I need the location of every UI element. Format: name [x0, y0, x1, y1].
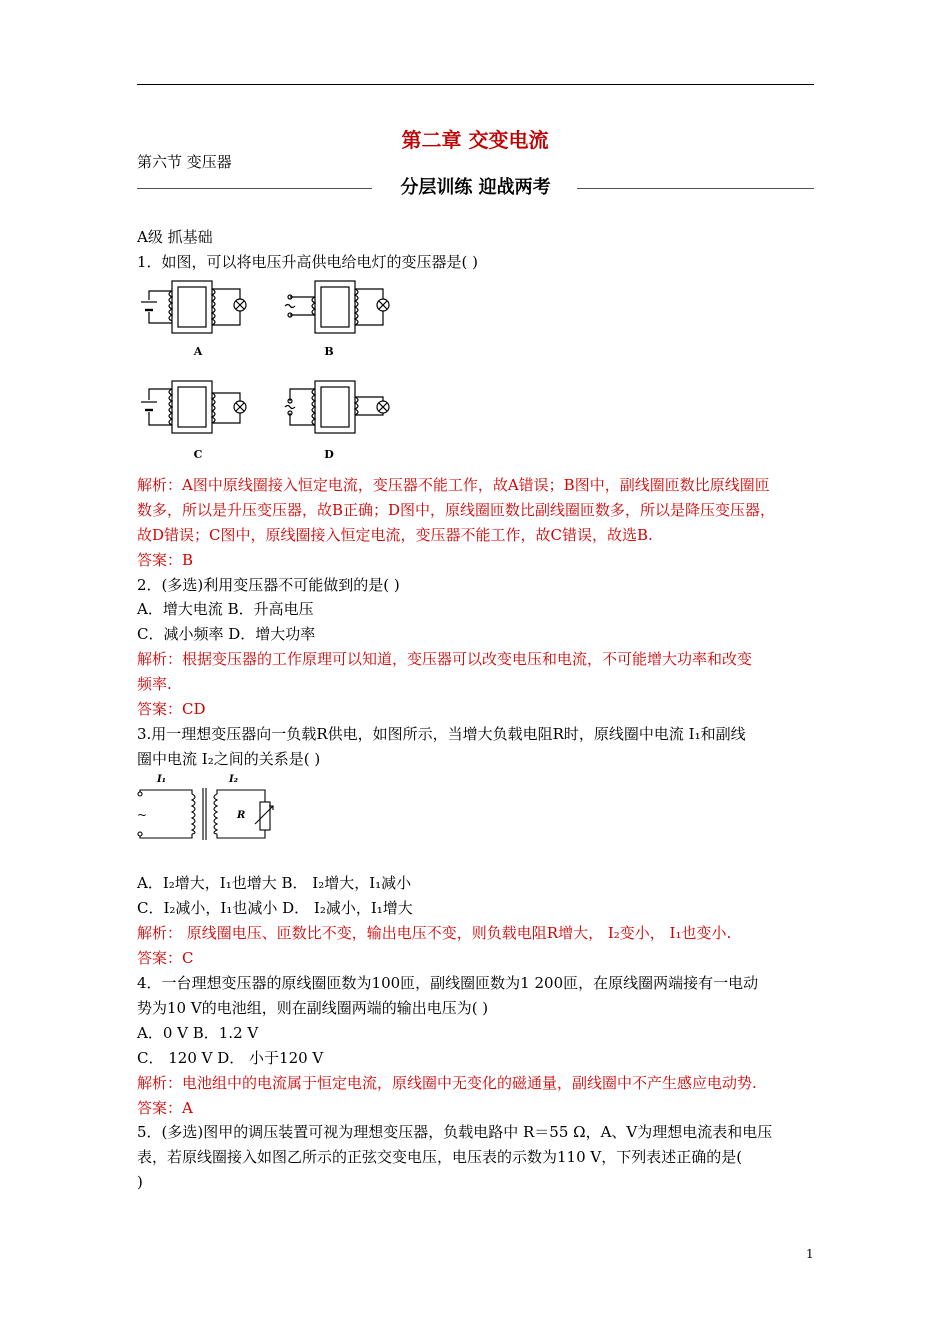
q3-stem-2: 圈中电流 I₂之间的关系是( ): [137, 750, 321, 768]
circuit-a: [141, 281, 246, 333]
q2-options-1: A．增大电流 B．升高电压: [137, 600, 314, 618]
q4-stem-2: 势为10 V的电池组，则在副线圈两端的输出电压为( ): [137, 999, 489, 1017]
fig-label-ac: ~: [137, 808, 148, 822]
q1-answer: 答案：B: [137, 551, 194, 569]
q1-analysis-3: 故D错误；C图中，原线圈接入恒定电流，变压器不能工作，故C错误，故选B.: [137, 526, 653, 544]
fig-label-i2: I₂: [229, 774, 239, 785]
q2-stem: 2．(多选)利用变压器不可能做到的是( ): [137, 576, 400, 594]
q1-analysis-2: 数多，所以是升压变压器，故B正确；D图中，原线圈匝数比副线圈匝数多，所以是降压变压器，: [137, 501, 776, 519]
fig-label-b: B: [324, 345, 334, 358]
q2-options-2: C．减小频率 D．增大功率: [137, 625, 316, 643]
fig-label-a: A: [193, 345, 203, 358]
fig-label-i1: I₁: [157, 774, 167, 785]
circuit-c: [141, 381, 246, 433]
q5-stem-2: 表，若原线圈接入如图乙所示的正弦交变电压，电压表的示数为110 V，下列表述正确的是(: [137, 1148, 743, 1166]
q1-analysis-1: 解析：A图中原线圈接入恒定电流，变压器不能工作，故A错误；B图中，副线圈匝数比原线圈匝: [137, 476, 770, 494]
q3-answer: 答案：C: [137, 949, 194, 967]
q4-answer: 答案：A: [137, 1099, 193, 1117]
q2-analysis-2: 频率.: [137, 675, 172, 693]
q4-stem-1: 4．一台理想变压器的原线圈匝数为100匝，副线圈匝数为1 200匝，在原线圈两端接有一电动: [137, 974, 759, 992]
circuit-d: [285, 381, 389, 433]
level-heading: A级 抓基础: [137, 228, 213, 246]
page-number: 1: [806, 1247, 814, 1261]
q2-analysis-1: 解析：根据变压器的工作原理可以知道，变压器可以改变电压和电流，不可能增大功率和改变: [137, 650, 753, 668]
section-banner: [137, 176, 814, 200]
q3-stem-1: 3.用一理想变压器向一负载R供电，如图所示，当增大负载电阻R时，原线圈中电流 I₁和副线: [137, 725, 746, 743]
q3-analysis: 解析： 原线圈电压、匝数比不变，输出电压不变，则负载电阻R增大， I₂变小， I₁也变小.: [137, 924, 732, 942]
q3-options-1: A．I₂增大，I₁也增大 B． I₂增大，I₁减小: [137, 874, 412, 892]
fig-label-d: D: [324, 448, 334, 461]
banner-text: 分层训练 迎战两考: [394, 177, 556, 198]
q1-figure: [137, 277, 397, 465]
q5-stem-1: 5．(多选)图甲的调压装置可视为理想变压器，负载电路中 R＝55 Ω，A、V为理想电流表和电压: [137, 1123, 773, 1141]
q3-figure: [137, 772, 277, 846]
q2-answer: 答案：CD: [137, 700, 206, 718]
q4-options-2: C． 120 V D． 小于120 V: [137, 1049, 324, 1067]
header-rule: [137, 84, 814, 85]
q1-stem: 1．如图，可以将电压升高供电给电灯的变压器是( ): [137, 253, 479, 271]
section-title: 第六节 变压器: [137, 153, 232, 171]
q4-analysis: 解析：电池组中的电流属于恒定电流，原线圈中无变化的磁通量，副线圈中不产生感应电动势.: [137, 1074, 757, 1092]
circuit-b: [285, 281, 389, 333]
fig-label-c: C: [193, 448, 203, 461]
q5-stem-3: ): [137, 1173, 143, 1191]
chapter-title: 第二章 交变电流: [401, 128, 549, 152]
q4-options-1: A．0 V B．1.2 V: [137, 1024, 259, 1042]
q3-options-2: C．I₂减小，I₁也减小 D． I₂减小，I₁增大: [137, 899, 413, 917]
fig-label-r: R: [237, 810, 246, 821]
